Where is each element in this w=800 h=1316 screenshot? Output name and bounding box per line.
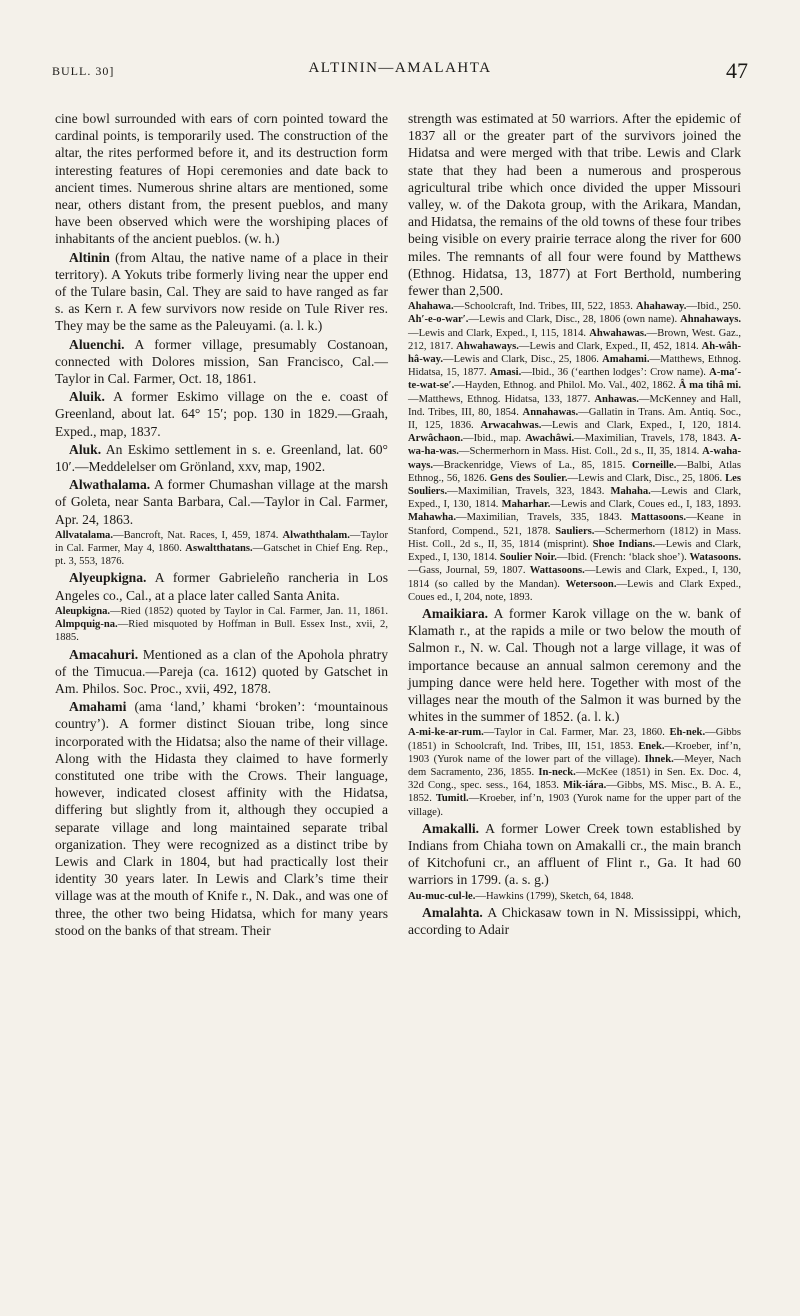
- entry-term: Amahami: [69, 699, 127, 715]
- synonym-citation: —Lewis and Clark, Disc., 28, 1806 (own name).: [468, 314, 681, 326]
- synonym-term: Ah-wâh-hâ-way.: [408, 340, 741, 366]
- synonym-citation: —Lewis and Clark, Coues ed., I, 183, 1893.: [550, 499, 741, 511]
- synonym-term: A-ma′-te-wat-se′.: [408, 367, 741, 392]
- synonym-citation: —Lewis and Clark Exped., Coues ed., I, 204, note, 1893.: [408, 578, 741, 603]
- synonym-citation: —Ried misquoted by Hoffman in Bull. Essex Inst., xvii, 2, 1885.: [55, 619, 388, 644]
- entry-term: Aluik.: [69, 389, 105, 405]
- synonym-citation: —Maximilian, Travels, 178, 1843.: [574, 433, 730, 445]
- synonym-term: In-neck.: [538, 766, 576, 778]
- synonym-term: Arwacahwas.: [480, 420, 542, 432]
- synonym-term: Mahaha.: [610, 486, 651, 498]
- synonym-term: Au-muc-cul-le.: [408, 890, 476, 902]
- synonym-citation: —Gallatin in Trans. Am. Antiq. Soc., II, 125, 1836.: [408, 406, 741, 432]
- synonym-term: Aswaltthatans.: [185, 543, 253, 555]
- synonym-citation: —Kroeber, inf’n, 1903 (Yurok name of the lower part of the village).: [408, 740, 741, 765]
- dictionary-entry: [55, 388, 388, 440]
- synonym-citation: —Lewis and Clark, Disc., 25, 1806.: [443, 354, 603, 366]
- entry-text: A former Gabrieleño rancheria in Los Angeles co., Cal., at a place later called Santa Anita.: [55, 570, 388, 603]
- synonym-term: Ahwahaways.: [456, 340, 519, 352]
- right-column: [408, 110, 741, 939]
- synonymy-block: [55, 529, 388, 569]
- synonym-citation: —Ibid. (French: ‘black shoe’).: [556, 552, 690, 564]
- synonym-citation: —Schermerhorn (1812) in Mass. Hist. Coll., 2d s., II, 35, 1814 (misprint).: [408, 525, 741, 550]
- entry-term: Amaikiara.: [422, 605, 489, 621]
- synonym-citation: —Ibid., 250.: [686, 301, 741, 313]
- synonym-term: Annahawas.: [522, 406, 579, 418]
- synonym-citation: —Lewis and Clark, Disc., 25, 1806.: [567, 472, 726, 484]
- synonym-term: Les Souliers.: [408, 472, 741, 498]
- synonym-term: Ahahawa.: [408, 301, 454, 313]
- page-number: 47: [726, 58, 748, 83]
- dictionary-entry: [55, 441, 388, 475]
- synonym-term: Maharhar.: [501, 499, 551, 511]
- entry-text: Mentioned as a clan of the Apohola phratry of the Timucua.—Pareja (ca. 1612) quoted by Gatschet in Am. Philos. Soc. Proc., xvii, 492, 1878.: [55, 646, 388, 696]
- synonym-term: A-wa-ha-was.: [408, 433, 741, 458]
- synonym-citation: —Ibid., 36 (‘earthen lodges’: Crow name).: [521, 367, 710, 379]
- entry-term: Alwathalama.: [69, 477, 151, 493]
- entry-term: Amakalli.: [422, 820, 480, 836]
- synonym-citation: —Matthews, Ethnog. Hidatsa, 133, 1877.: [408, 393, 595, 405]
- entry-text: A former Karok village on the w. bank of Klamath r., at the rapids a mile or two below the mouth of Salmon r., N. w. Cal. Though not a large village, it was of importance because an annual salmon ceremony and the jumping dance were held here. Together with most of the villages near the mouth of the Salmon it was burned by the whites in the summer of 1852. (a. l. k.): [408, 605, 741, 725]
- synonym-citation: —Taylor in Cal. Farmer, May 4, 1860.: [55, 529, 388, 555]
- synonym-term: Allvatalama.: [55, 529, 113, 541]
- entry-text: A former Chumashan village at the marsh of Goleta, near Santa Barbara, Cal.—Taylor in Cal. Farmer, Apr. 24, 1863.: [55, 477, 388, 527]
- synonym-citation: —Keane in Stanford, Compend., 521, 1878.: [408, 512, 741, 537]
- synonym-term: Watasoons.: [689, 552, 741, 564]
- synonym-term: Almpquig-na.: [55, 619, 118, 631]
- synonym-term: Ihnek.: [644, 753, 674, 765]
- synonym-citation: —Gibbs (1851) in Schoolcraft, Ind. Tribes, III, 151, 1853.: [408, 727, 741, 752]
- dictionary-entry: [55, 569, 388, 603]
- synonymy-block: [408, 300, 741, 604]
- synonym-term: Alwaththalam.: [282, 529, 350, 541]
- dictionary-entry: [55, 698, 388, 939]
- dictionary-entry: [408, 605, 741, 725]
- entry-term: Aluk.: [69, 441, 102, 457]
- entry-term: Altinin: [69, 249, 110, 265]
- synonym-term: Mik-iára.: [563, 780, 607, 792]
- synonym-citation: —Brown, West. Gaz., 212, 1817.: [408, 327, 741, 352]
- synonym-citation: —Ibid., map.: [463, 433, 526, 445]
- synonym-term: Awachâwi.: [525, 433, 575, 445]
- synonym-term: Arwâchaon.: [408, 433, 464, 445]
- synonym-citation: —Kroeber, inf’n, 1903 (Yurok name for the upper part of the village).: [408, 793, 741, 818]
- synonym-term: Corneille.: [631, 459, 677, 471]
- synonymy-block: [408, 890, 741, 903]
- dictionary-entry: [55, 336, 388, 388]
- synonym-term: Wetersoon.: [565, 578, 617, 590]
- synonym-term: Ah′-e-o-war′.: [408, 314, 469, 326]
- synonym-term: Wattasoons.: [529, 565, 585, 577]
- synonymy-block: [55, 605, 388, 645]
- synonym-citation: —Hawkins (1799), Sketch, 64, 1848.: [475, 890, 634, 902]
- page-title: ALTININ—AMALAHTA: [308, 60, 492, 76]
- synonym-term: Tumitl.: [435, 793, 469, 805]
- synonym-citation: —Lewis and Clark, Exped., I, 130, 1814.: [408, 538, 741, 564]
- dictionary-entry: [408, 820, 741, 889]
- synonym-citation: —Meyer, Nach dem Sacramento, 236, 1855.: [408, 753, 741, 778]
- synonym-citation: —Hayden, Ethnog. and Philol. Mo. Val., 402, 1862.: [454, 380, 679, 392]
- synonym-citation: —Schermerhorn in Mass. Hist. Coll., 2d s., II, 35, 1814.: [458, 446, 703, 458]
- synonym-term: Soulier Noir.: [499, 552, 557, 564]
- entry-text: A former Lower Creek town established by Indians from Chiaha town on Amakalli cr., the main branch of Kitchofuni cr., an affluent of Flint r., Ga. It had 60 warriors in 1799. (a. s. g.): [408, 820, 741, 888]
- synonymy-block: [408, 726, 741, 818]
- synonym-citation: —Gibbs, MS. Misc., B. A. E., 1852.: [408, 780, 742, 805]
- synonym-term: Shoe Indians.: [592, 538, 656, 550]
- entry-text: An Eskimo settlement in s. e. Greenland, lat. 60° 10′.—Meddelelser om Grönland, xxv, map, 1902.: [55, 441, 388, 475]
- dictionary-entry: [55, 476, 388, 528]
- entry-text: A former Eskimo village on the e. coast of Greenland, about lat. 64° 15′; pop. 130 in 1829.—Graah, Exped., map, 1837.: [55, 389, 388, 439]
- synonym-citation: —Lewis and Clark, Exped., I, 120, 1814.: [541, 420, 741, 432]
- synonym-citation: —Lewis and Clark, Exped., II, 452, 1814.: [518, 340, 702, 352]
- synonym-citation: —Ried (1852) quoted by Taylor in Cal. Farmer, Jan. 11, 1861.: [110, 605, 388, 617]
- synonym-term: Eh-nek.: [669, 727, 706, 739]
- synonym-term: Gens des Soulier.: [489, 472, 568, 484]
- bulletin-number: BULL. 30]: [52, 64, 115, 78]
- synonym-term: Amahami.: [602, 354, 650, 366]
- synonym-term: Ahahaway.: [636, 301, 687, 313]
- synonym-term: Enek.: [638, 740, 665, 752]
- synonym-citation: —Brackenridge, Views of La., 85, 1815.: [433, 459, 632, 471]
- synonym-term: A-mi-ke-ar-rum.: [408, 727, 484, 739]
- synonym-term: Anhawas.: [594, 393, 639, 405]
- synonym-term: Ahwahawas.: [589, 327, 647, 339]
- synonym-citation: —Lewis and Clark, Exped., I, 115, 1814.: [408, 327, 590, 339]
- synonym-citation: —McKee (1851) in Sen. Ex. Doc. 4, 32d Cong., spec. sess., 164, 1853.: [408, 766, 741, 792]
- entry-term: Alyeupkigna.: [69, 570, 147, 586]
- synonym-citation: —Balbi, Atlas Ethnog., 56, 1826.: [408, 459, 741, 484]
- synonym-term: Sauliers.: [555, 525, 595, 537]
- dictionary-entry: [55, 646, 388, 698]
- entry-text: A former village, presumably Costanoan, connected with Dolores mission, San Francisco, Cal.—Taylor in Cal. Farmer, Oct. 18, 1861.: [55, 336, 388, 387]
- synonym-citation: —Maximilian, Travels, 335, 1843.: [455, 512, 632, 524]
- synonym-citation: —Bancroft, Nat. Races, I, 459, 1874.: [112, 529, 283, 541]
- synonym-term: Mahawha.: [408, 512, 456, 524]
- synonym-citation: —Lewis and Clark, Exped., I, 130, 1814.: [408, 486, 741, 511]
- synonym-term: Ahnahaways.: [680, 314, 741, 326]
- synonym-term: Aleupkigna.: [55, 605, 111, 617]
- left-column: [55, 110, 388, 940]
- synonym-citation: —Gass, Journal, 59, 1807.: [408, 565, 530, 577]
- entry-term: Aluenchi.: [69, 336, 125, 352]
- dictionary-entry: [408, 904, 741, 938]
- entry-text: (ama ‘land,’ khami ‘broken’: ‘mountainous country’). A former distinct Siouan tribe, long since incorporated with the Hidatsa; also the name of their village. Along with the Hidasta they claimed to have formerly constituted one tribe with the Crows. Their language, however, indicated closest affinity with the Hidatsa, differing but slightly from it, although they occupied a separate village and long maintained separate tribal organization. They were recognized as a distinct tribe by Lewis and Clark in 1804, but had practically lost their identity 30 years later. In Lewis and Clark’s time their village was at the mouth of Knife r., N. Dak., and was one of three, the other two being Hidatsa, which for many years stood on the banks of that stream. Their: [55, 699, 388, 938]
- synonym-citation: —Schoolcraft, Ind. Tribes, III, 522, 1853.: [453, 301, 637, 313]
- entry-text: A Chickasaw town in N. Mississippi, which, according to Adair: [408, 904, 741, 937]
- synonym-term: Mattasoons.: [631, 512, 687, 524]
- running-header: [52, 60, 748, 90]
- entry-term: Amacahuri.: [69, 646, 139, 662]
- synonym-citation: —Matthews, Ethnog. Hidatsa, 15, 1877.: [408, 354, 741, 379]
- synonym-citation: —Taylor in Cal. Farmer, Mar. 23, 1860.: [483, 727, 670, 739]
- synonym-term: Â ma tihâ mi.: [678, 380, 741, 392]
- body-paragraph: strength was estimated at 50 warriors. After the epidemic of 1837 all or the greater part of the survivors joined the Hidatsa and were merged with that tribe. Lewis and Clark state that they had been a numerous and prosperous agricultural tribe which once divided the upper Missouri valley, w. of the Dakota group, with the Arikara, Mandan, and Hidatsa, the remains of the old towns of these four tribes being visible on every prairie terrace along the river for 600 miles. The remnants of all four were found by Matthews (Ethnog. Hidatsa, 13, 1877) at Fort Berthold, numbering fewer than 2,500.: [408, 111, 741, 299]
- synonym-citation: —McKenney and Hall, Ind. Tribes, III, 80, 1854.: [408, 393, 741, 418]
- entry-text: (from Altau, the native name of a place in their territory). A Yokuts tribe formerly living near the upper end of the Tulare basin, Cal. They are said to have ranged as far s. as Kern r. A few survivors now reside on Tule River res. They may be the same as the Paleuyami. (a. l. k.): [55, 249, 388, 334]
- entry-term: Amalahta.: [422, 904, 483, 920]
- synonym-citation: —Gatschet in Chief Eng. Rep., pt. 3, 553, 1876.: [55, 543, 388, 568]
- synonym-citation: —Maximilian, Travels, 323, 1843.: [447, 486, 611, 498]
- synonym-term: Amasi.: [489, 367, 522, 379]
- synonym-term: A-waha-ways.: [408, 446, 741, 471]
- dictionary-entry: [55, 249, 388, 335]
- synonym-citation: —Lewis and Clark, Exped., I, 130, 1814 (so called by the Mandan).: [408, 565, 741, 590]
- body-paragraph: cine bowl surrounded with ears of corn pointed toward the cardinal points, is temporarily used. The construction of the altar, the rites performed before it, and its destruction form interesting features of Hopi ceremonies and date back to ancient times. Numerous shrine altars are mentioned, some near, others distant from, the present pueblos, and many have been observed which were the worshiping places of inhabitants of the ancient pueblos. (w. h.): [55, 111, 388, 247]
